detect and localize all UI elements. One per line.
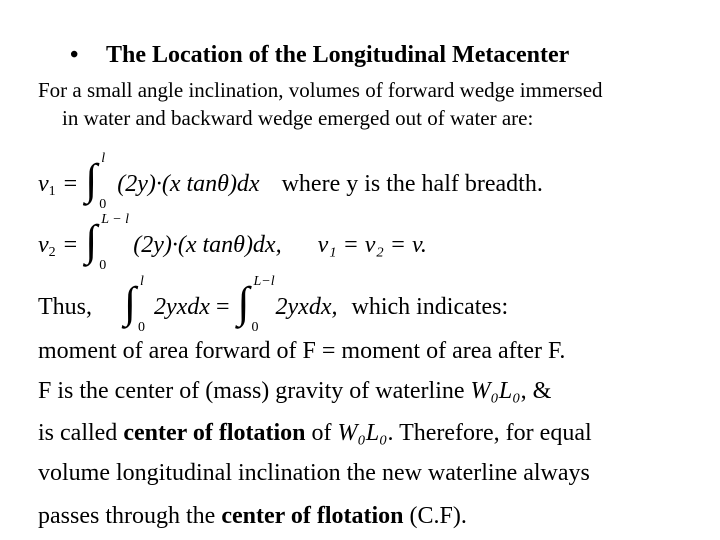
body-line-4: volume longitudinal inclination the new waterline always bbox=[38, 460, 590, 486]
eq3-lead: Thus, bbox=[38, 293, 92, 320]
eq1-lhs-sub: 1 bbox=[48, 184, 56, 199]
equation-moment bbox=[38, 274, 509, 335]
waterline-label-2: W₀L₀ bbox=[337, 420, 388, 446]
eq3-int1-upper: l bbox=[140, 274, 144, 289]
eq3-int1-lower: 0 bbox=[138, 320, 145, 335]
body-line-2 bbox=[38, 378, 551, 405]
eq2-lhs-sub: 2 bbox=[48, 245, 56, 260]
eq1-integrand: (2y)·(x tanθ)dx bbox=[117, 170, 260, 197]
eq1-lower-limit: 0 bbox=[99, 197, 107, 212]
body-line-2-pre: F is the center of (mass) gravity of waterline bbox=[38, 378, 471, 404]
eq1-equals: = bbox=[63, 170, 78, 197]
body-line-5-post: (C.F). bbox=[403, 503, 467, 529]
eq2-integral: ∫ L − l 0 bbox=[85, 212, 130, 273]
equation-v2 bbox=[38, 212, 427, 273]
body-line-2-post: , & bbox=[520, 378, 552, 404]
eq3-tail: which indicates: bbox=[351, 293, 509, 320]
eq3-integral-1: ∫ l 0 bbox=[124, 274, 145, 335]
eq1-note: where y is the half breadth. bbox=[281, 170, 543, 197]
slide-title bbox=[70, 42, 569, 69]
title-text: The Location of the Longitudinal Metacenter bbox=[106, 42, 570, 68]
body-line-5 bbox=[38, 503, 467, 530]
body-line-3-post: . Therefore, for equal bbox=[387, 420, 592, 446]
bullet-icon: • bbox=[70, 42, 79, 68]
body-line-3-pre: is called bbox=[38, 420, 124, 446]
eq3-equals: = bbox=[215, 293, 230, 320]
eq3-integral-2: ∫ L−l 0 bbox=[237, 274, 275, 335]
body-line-1: moment of area forward of F = moment of area after F. bbox=[38, 338, 566, 364]
eq3-int2-upper: L−l bbox=[253, 274, 275, 289]
eq2-relation: v₁ = v₂ = v. bbox=[317, 231, 427, 258]
center-of-flotation-term-2: center of flotation bbox=[221, 503, 404, 529]
eq1-integral: ∫ l 0 bbox=[85, 151, 107, 212]
center-of-flotation-term: center of flotation bbox=[123, 420, 306, 446]
eq2-lhs: v bbox=[38, 231, 49, 258]
waterline-label: W₀L₀ bbox=[470, 378, 521, 404]
body-line-3 bbox=[38, 420, 592, 447]
intro-line-1: For a small angle inclination, volumes of forward wedge immersed bbox=[38, 78, 603, 102]
eq3-int2-body: 2yxdx, bbox=[275, 293, 338, 320]
intro-line-2: in water and backward wedge emerged out of water are: bbox=[62, 106, 534, 130]
body-line-3-mid: of bbox=[305, 420, 338, 446]
eq2-equals: = bbox=[63, 231, 78, 258]
eq2-upper-limit: L − l bbox=[101, 212, 130, 227]
body-line-5-pre: passes through the bbox=[38, 503, 222, 529]
eq3-int2-lower: 0 bbox=[251, 320, 259, 335]
equation-v1 bbox=[38, 151, 543, 212]
eq3-int1-body: 2yxdx bbox=[154, 293, 210, 320]
eq2-integrand: (2y)·(x tanθ)dx, bbox=[133, 231, 282, 258]
eq1-upper-limit: l bbox=[101, 151, 106, 166]
eq2-lower-limit: 0 bbox=[99, 258, 107, 273]
eq1-lhs: v bbox=[38, 170, 49, 197]
